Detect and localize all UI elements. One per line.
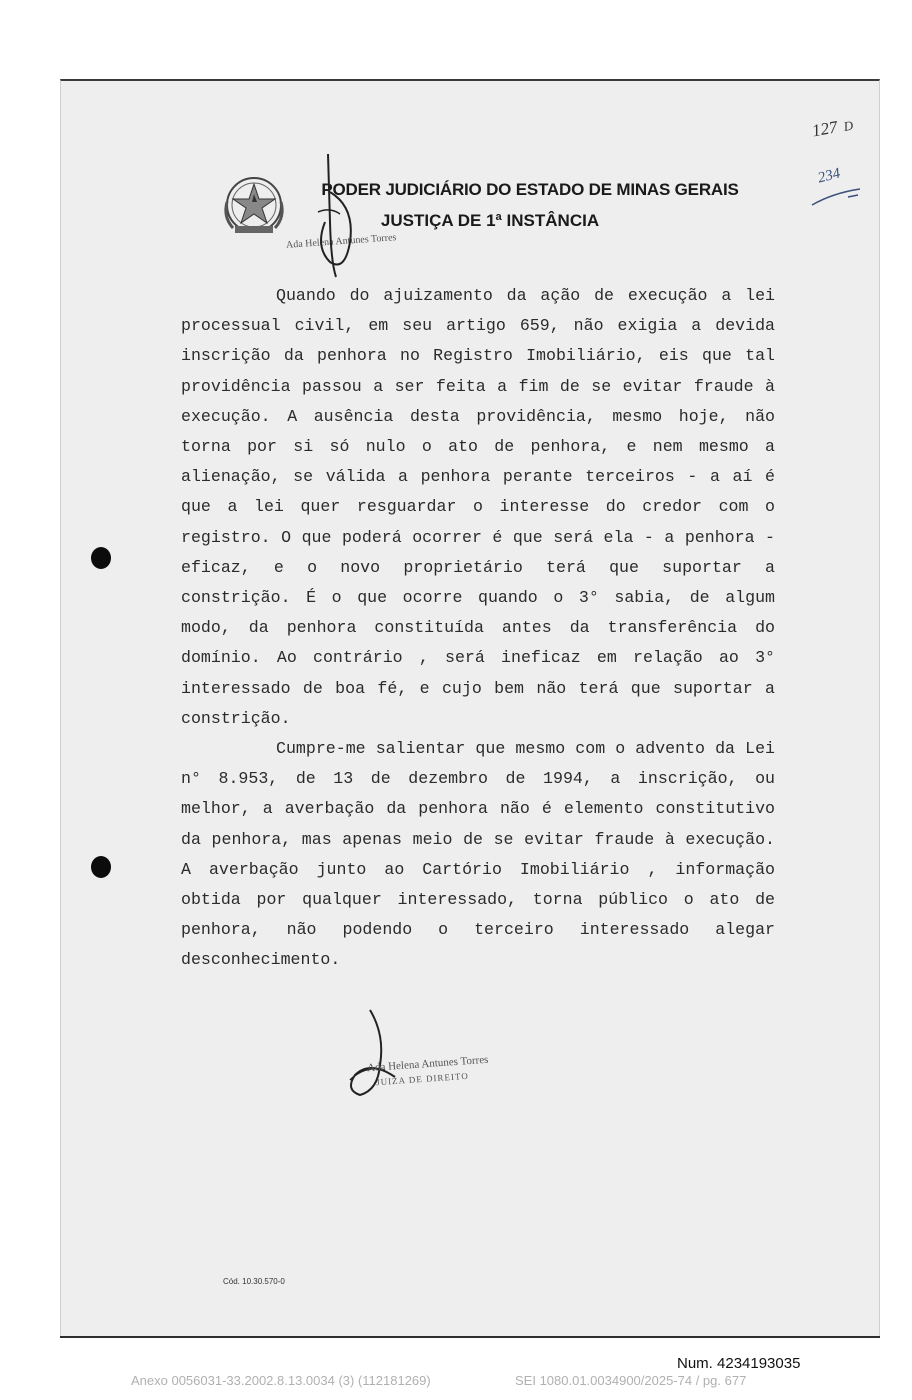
stamp-judge-title: JUIZA DE DIREITO — [375, 1070, 470, 1088]
paragraph-1: Quando do ajuizamento da ação de execução a lei processual civil, em seu artigo 659, não exigia a devida inscrição da penhora no Registro Imobiliário, eis que tal providência passou a ser feita a fim de se evitar fraude à execução. A ausência desta providência, mesmo hoje, não torna por si só nulo o ato de penhora, e nem mesmo a alienação, se válida a penhora perante terceiros - a aí é que a lei quer resguardar o interesse do credor com o registro. O que poderá ocorrer é que será ela - a penhora - eficaz, e o novo proprietário terá que suportar a constrição. É o que ocorre quando o 3° sabia, de algum modo, da penhora constituída antes da transferência do domínio. Ao contrário , será ineficaz em relação ao 3° interessado de boa fé, e cujo bem não terá que suportar a constrição. — [181, 286, 775, 728]
form-code: Cód. 10.30.570-0 — [223, 1277, 285, 1286]
punch-hole-bottom — [91, 856, 111, 878]
document-body — [181, 281, 775, 976]
coat-of-arms-icon — [219, 172, 289, 242]
punch-hole-top — [91, 547, 111, 569]
footer-sei: SEI 1080.01.0034900/2025-74 / pg. 677 — [515, 1373, 747, 1388]
stamp-judge-name-top: Ada Helena Antunes Torres — [285, 232, 397, 251]
stamp-judge-name-bottom: Ada Helena Antunes Torres — [366, 1053, 489, 1075]
header-instance: JUSTIÇA DE 1ª INSTÂNCIA — [380, 211, 600, 230]
page-letter: D — [842, 117, 855, 134]
footer-annex: Anexo 0056031-33.2002.8.13.0034 (3) (112181269) — [131, 1373, 431, 1388]
document-num: Num. 4234193035 — [677, 1355, 801, 1372]
header-court-name: PODER JUDICIÁRIO DO ESTADO DE MINAS GERAIS — [321, 180, 739, 199]
page-edge — [60, 1336, 880, 1338]
margin-note: 234 — [816, 165, 842, 187]
paragraph-2: Cumpre-me salientar que mesmo com o advento da Lei n° 8.953, de 13 de dezembro de 1994, a inscrição, ou melhor, a averbação da penhora não é elemento constitutivo da penhora, mas apenas meio de se evitar fraude à execução. A averbação junto ao Cartório Imobiliário , informação obtida por qualquer interessado, torna público o ato de penhora, não podendo o terceiro interessado alegar desconhecimento. — [181, 739, 775, 970]
page-number: 127 — [810, 117, 839, 141]
